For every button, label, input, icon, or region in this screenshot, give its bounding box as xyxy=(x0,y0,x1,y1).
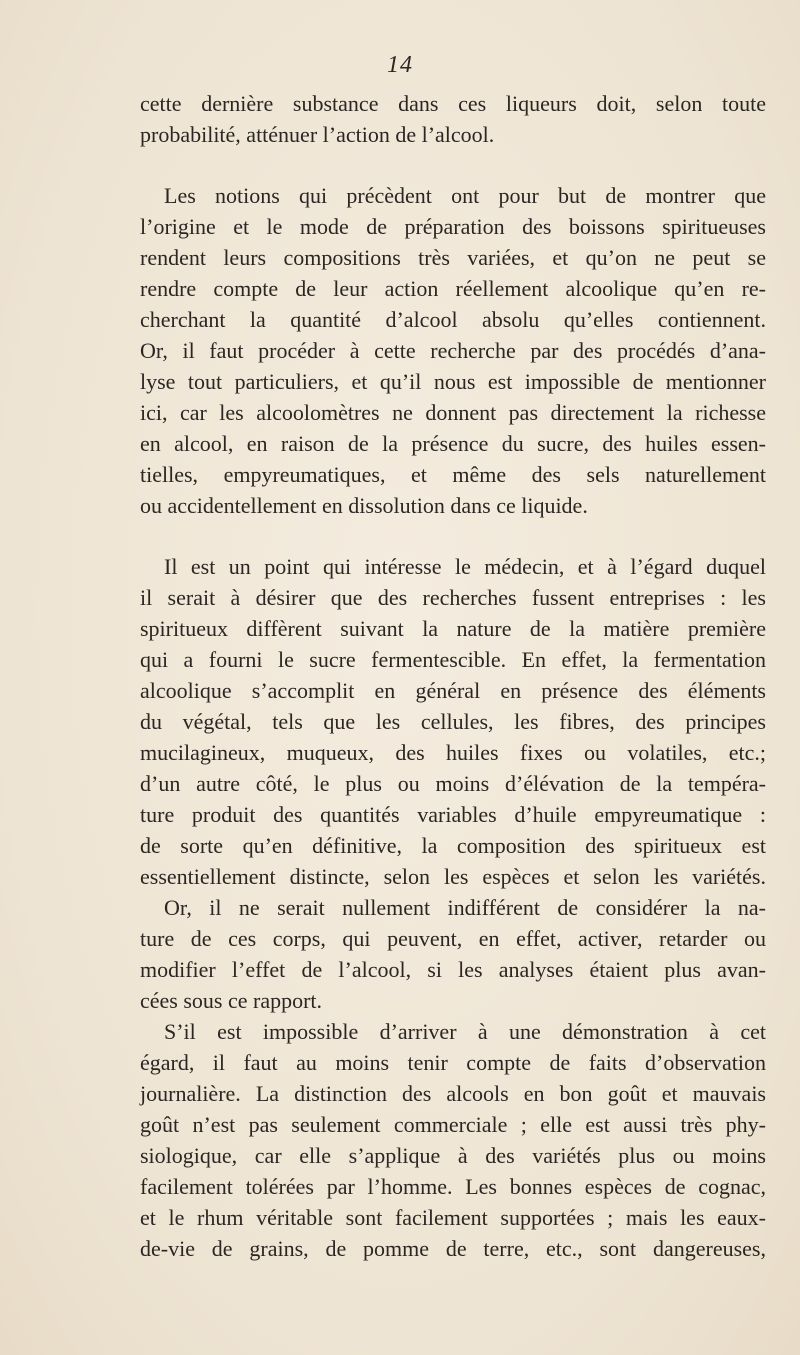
text-line: modifier l’effet de l’alcool, si les analyses étaient plus avan- xyxy=(140,957,766,982)
page-number: 14 xyxy=(387,52,413,78)
text-line: du végétal, tels que les cellules, les fibres, des principes xyxy=(140,709,766,734)
text-line: de sorte qu’en définitive, la composition des spiritueux est xyxy=(140,833,766,858)
text-line: journalière. La distinction des alcools en bon goût et mauvais xyxy=(140,1081,766,1106)
text-line: d’un autre côté, le plus ou moins d’élévation de la tempéra- xyxy=(140,771,766,796)
text-line: Or, il faut procéder à cette recherche par des procédés d’ana- xyxy=(140,338,766,363)
text-line: mucilagineux, muqueux, des huiles fixes ou volatiles, etc.; xyxy=(140,740,766,765)
text-line: Il est un point qui intéresse le médecin, et à l’égard duquel xyxy=(164,554,766,579)
text-line: qui a fourni le sucre fermentescible. En effet, la fermentation xyxy=(140,647,766,672)
text-line: cette dernière substance dans ces liqueurs doit, selon toute xyxy=(140,91,766,116)
text-line: probabilité, atténuer l’action de l’alcool. xyxy=(140,122,495,147)
text-line: goût n’est pas seulement commerciale ; elle est aussi très phy- xyxy=(140,1112,766,1137)
text-line: ici, car les alcoolomètres ne donnent pas directement la richesse xyxy=(140,400,766,425)
text-line: facilement tolérées par l’homme. Les bonnes espèces de cognac, xyxy=(140,1174,766,1199)
text-line: l’origine et le mode de préparation des boissons spiritueuses xyxy=(140,214,766,239)
text-line: égard, il faut au moins tenir compte de faits d’observation xyxy=(140,1050,766,1075)
body-text xyxy=(140,88,766,1264)
text-line: en alcool, en raison de la présence du sucre, des huiles essen- xyxy=(140,431,766,456)
text-line: siologique, car elle s’applique à des variétés plus ou moins xyxy=(140,1143,766,1168)
text-line: cées sous ce rapport. xyxy=(140,988,323,1013)
text-line: ture de ces corps, qui peuvent, en effet, activer, retarder ou xyxy=(140,926,766,951)
text-line: S’il est impossible d’arriver à une démonstration à cet xyxy=(164,1019,766,1044)
text-line: lyse tout particuliers, et qu’il nous est impossible de mentionner xyxy=(140,369,766,394)
text-line: Les notions qui précèdent ont pour but de montrer que xyxy=(164,183,766,208)
text-line: de-vie de grains, de pomme de terre, etc., sont dangereuses, xyxy=(140,1236,766,1261)
text-line: spiritueux diffèrent suivant la nature de la matière première xyxy=(140,616,766,641)
text-line: ou accidentellement en dissolution dans ce liquide. xyxy=(140,493,588,518)
text-line: et le rhum véritable sont facilement supportées ; mais les eaux- xyxy=(140,1205,766,1230)
text-line: essentiellement distincte, selon les espèces et selon les variétés. xyxy=(140,864,766,889)
text-line: Or, il ne serait nullement indifférent de considérer la na- xyxy=(164,895,766,920)
text-line: rendent leurs compositions très variées, et qu’on ne peut se xyxy=(140,245,766,270)
text-line: rendre compte de leur action réellement alcoolique qu’en re- xyxy=(140,276,766,301)
text-line: tielles, empyreumatiques, et même des sels naturellement xyxy=(140,462,766,487)
text-line: ture produit des quantités variables d’huile empyreumatique : xyxy=(140,802,766,827)
text-line: alcoolique s’accomplit en général en présence des éléments xyxy=(140,678,766,703)
text-line: il serait à désirer que des recherches fussent entreprises : les xyxy=(140,585,766,610)
text-line: cherchant la quantité d’alcool absolu qu’elles contiennent. xyxy=(140,307,766,332)
